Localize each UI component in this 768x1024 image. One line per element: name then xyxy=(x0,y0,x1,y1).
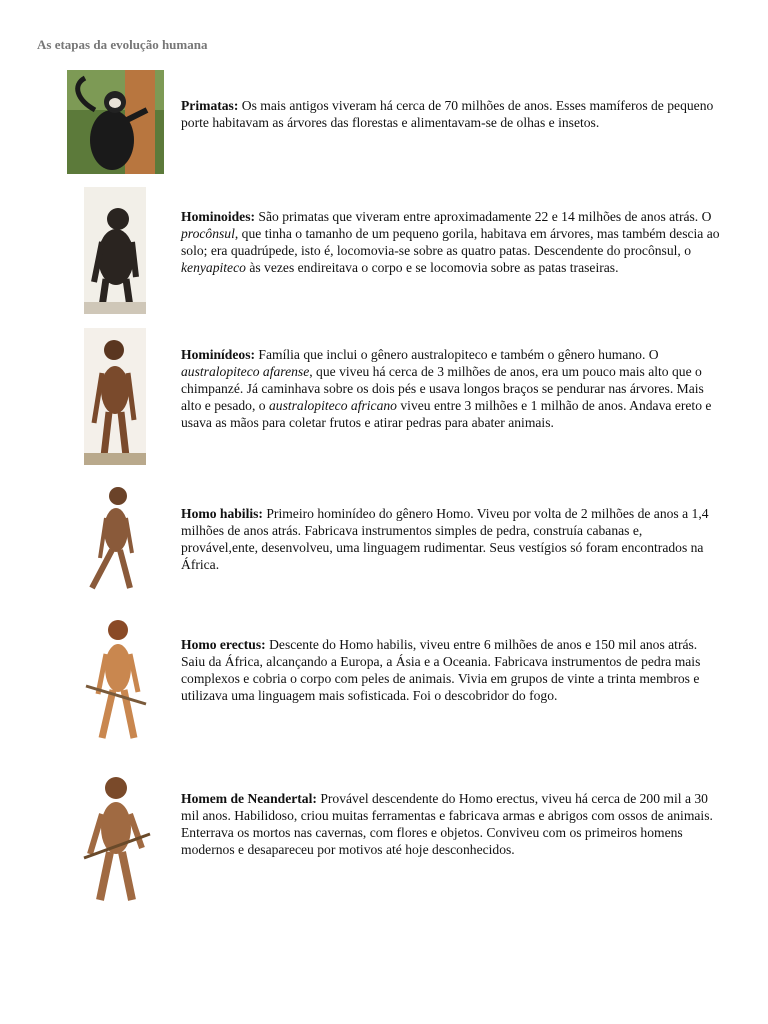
homo-habilis-illustration xyxy=(78,478,148,594)
species-name: procônsul xyxy=(181,226,235,241)
entry-description: , que viveu há cerca de 3 milhões de anos, era um pouco mais alto que o chimpanzé. Já caminhava sobre os dois pés e usava longos braços se pendurar nas árvores. Mais alto e pesado, o xyxy=(181,364,704,413)
entry-term: Homo erectus: xyxy=(181,637,266,652)
monkey-photo xyxy=(67,70,164,174)
entry-description: Os mais antigos viveram há cerca de 70 milhões de anos. Esses mamíferos de pequeno porte habitavam as árvores das florestas e alimentavam-se de olhas e insetos. xyxy=(181,98,714,130)
entry-description: , que tinha o tamanho de um pequeno gorila, habitava em árvores, mas também descia ao solo; era quadrúpede, isto é, locomovia-se sobre as quatro patas. Descendente do procônsul, o xyxy=(181,226,720,258)
neanderthal-illustration xyxy=(78,770,156,906)
entry-description: viveu entre 3 milhões e 1 milhão de anos. Andava ereto e usava as mãos para coletar frutos e atirar pedras para abater animais. xyxy=(181,398,712,430)
australopithecus-illustration xyxy=(84,328,146,465)
entry-term: Homem de Neandertal: xyxy=(181,791,317,806)
entry-description: às vezes endireitava o corpo e se locomovia sobre as patas traseiras. xyxy=(245,260,619,275)
entry-text xyxy=(181,636,721,704)
entry-text xyxy=(181,505,721,573)
proconsul-illustration xyxy=(84,187,146,314)
entry-text xyxy=(181,346,721,431)
entry-term: Primatas: xyxy=(181,98,239,113)
entry-text xyxy=(181,97,721,131)
entry-term: Homo habilis: xyxy=(181,506,263,521)
entry-term: Hominídeos: xyxy=(181,347,256,362)
species-name: australopiteco afarense xyxy=(181,364,310,379)
homo-erectus-illustration xyxy=(80,612,152,744)
entry-term: Hominoides: xyxy=(181,209,256,224)
entry-text xyxy=(181,208,721,276)
entry-description: Descente do Homo habilis, viveu entre 6 milhões de anos e 150 mil anos atrás. Saiu da África, alcançando a Europa, a Ásia e a Oceania. Fabricava instrumentos de pedra mais complexos e cobria o corpo com peles de animais. Vivia em grupos de vinte a trinta membros e utilizava uma linguagem mais sofisticada. Foi o descobridor do fogo. xyxy=(181,637,701,703)
species-name: kenyapiteco xyxy=(181,260,246,275)
entry-description: Família que inclui o gênero australopiteco e também o gênero humano. O xyxy=(258,347,659,362)
document-title: As etapas da evolução humana xyxy=(37,37,208,52)
species-name: australopiteco africano xyxy=(268,398,397,413)
entry-description: Provável descendente do Homo erectus, viveu há cerca de 200 mil a 30 mil anos. Habilidoso, criou muitas ferramentas e fabricava armas e abrigos com ossos de animais. Enterrava os mortos nas cavernas, com flores e objetos. Conviveu com os primeiros homens modernos e desapareceu por motivos até hoje desconhecidos. xyxy=(181,791,713,857)
entry-description: São primatas que viveram entre aproximadamente 22 e 14 milhões de anos atrás. O xyxy=(258,209,712,224)
entry-text xyxy=(181,790,721,858)
entry-description: Primeiro hominídeo do gênero Homo. Viveu por volta de 2 milhões de anos a 1,4 milhões de anos atrás. Fabricava instrumentos simples de pedra, construía cabanas e, provável,ente, desenvolveu, uma linguagem rudimentar. Seus vestígios só foram encontrados na África. xyxy=(181,506,709,572)
